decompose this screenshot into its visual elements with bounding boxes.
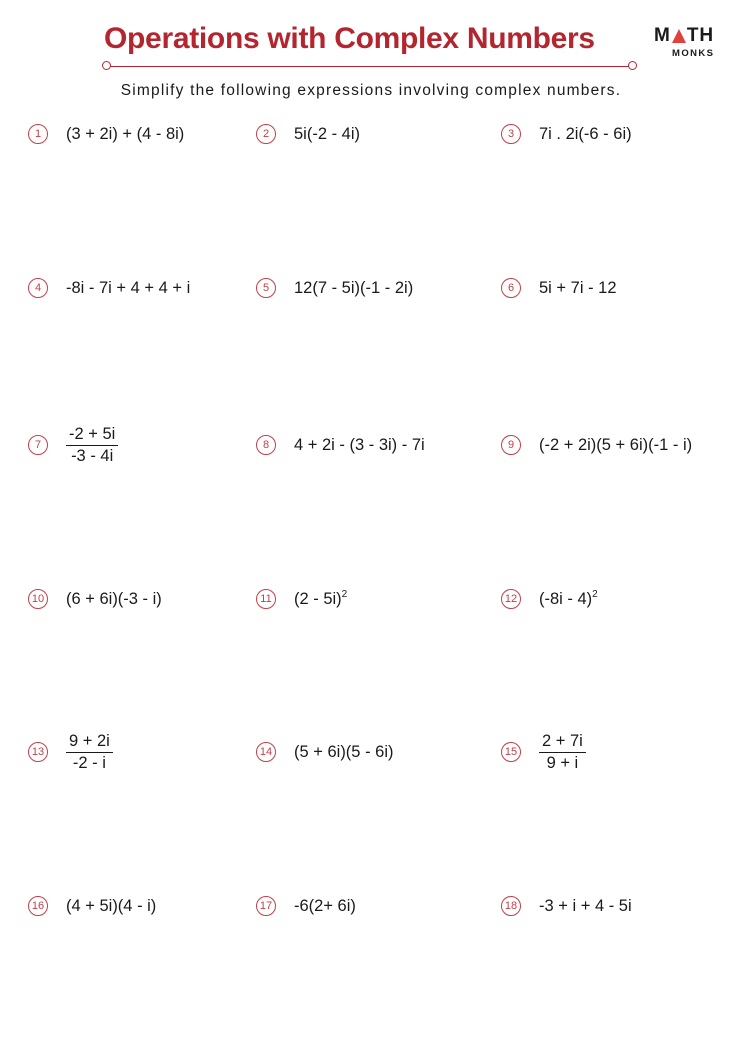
problem-number-badge: 12 bbox=[501, 589, 521, 609]
fraction-denominator: 9 + i bbox=[546, 754, 579, 772]
problem-number-badge: 16 bbox=[28, 896, 48, 916]
problem-number-badge: 1 bbox=[28, 124, 48, 144]
problem-3 bbox=[501, 124, 632, 144]
problem-11 bbox=[256, 589, 347, 609]
logo-subtext: MONKS bbox=[672, 48, 715, 59]
problem-16 bbox=[28, 896, 156, 916]
problem-number-badge: 9 bbox=[501, 435, 521, 455]
problem-7 bbox=[28, 425, 118, 466]
problem-expression: 5i(-2 - 4i) bbox=[294, 125, 361, 143]
problem-2 bbox=[256, 124, 360, 144]
base-expression: (2 - 5i) bbox=[294, 590, 342, 608]
logo-text-right: TH bbox=[686, 25, 715, 46]
problem-expression: (4 + 5i)(4 - i) bbox=[66, 897, 157, 915]
problem-10 bbox=[28, 589, 162, 609]
problem-number-badge: 18 bbox=[501, 896, 521, 916]
problem-expression bbox=[539, 589, 598, 609]
problem-number-badge: 3 bbox=[501, 124, 521, 144]
problem-8 bbox=[256, 435, 425, 455]
exponent: 2 bbox=[341, 589, 348, 600]
problem-12 bbox=[501, 589, 598, 609]
problem-number-badge: 15 bbox=[501, 742, 521, 762]
fraction-denominator: -2 - i bbox=[72, 754, 106, 772]
problem-number-badge: 4 bbox=[28, 278, 48, 298]
problem-number-badge: 10 bbox=[28, 589, 48, 609]
problem-number-badge: 17 bbox=[256, 896, 276, 916]
fraction-numerator: 9 + 2i bbox=[66, 732, 113, 753]
instructions-text: Simplify the following expressions involving complex numbers. bbox=[120, 82, 622, 99]
underline-left-dot bbox=[102, 61, 111, 70]
problem-6 bbox=[501, 278, 617, 298]
problem-number-badge: 13 bbox=[28, 742, 48, 762]
exponent: 2 bbox=[592, 589, 598, 600]
problem-expression: (-2 + 2i)(5 + 6i)(-1 - i) bbox=[539, 436, 693, 454]
problem-fraction bbox=[539, 732, 586, 773]
problem-15 bbox=[501, 732, 586, 773]
base-expression: (-8i - 4) bbox=[539, 590, 593, 608]
problem-18 bbox=[501, 896, 632, 916]
problem-4 bbox=[28, 278, 190, 298]
problem-expression: -3 + i + 4 - 5i bbox=[539, 897, 632, 915]
problem-number-badge: 8 bbox=[256, 435, 276, 455]
problem-number-badge: 7 bbox=[28, 435, 48, 455]
problem-number-badge: 11 bbox=[256, 589, 276, 609]
logo-text-left: M bbox=[654, 25, 671, 46]
problem-14 bbox=[256, 742, 393, 762]
problem-9 bbox=[501, 435, 692, 455]
problem-expression: (5 + 6i)(5 - 6i) bbox=[294, 743, 394, 761]
problem-expression: 5i + 7i - 12 bbox=[539, 279, 617, 297]
problem-expression: 4 + 2i - (3 - 3i) - 7i bbox=[294, 436, 425, 454]
problem-number-badge: 5 bbox=[256, 278, 276, 298]
problem-5 bbox=[256, 278, 413, 298]
problem-expression: -8i - 7i + 4 + 4 + i bbox=[66, 279, 191, 297]
worksheet-title: Operations with Complex Numbers bbox=[104, 22, 595, 55]
problem-17 bbox=[256, 896, 356, 916]
problem-expression: (6 + 6i)(-3 - i) bbox=[66, 590, 162, 608]
title-underline bbox=[106, 66, 634, 67]
problem-number-badge: 6 bbox=[501, 278, 521, 298]
problem-expression: 12(7 - 5i)(-1 - 2i) bbox=[294, 279, 414, 297]
problem-expression: -6(2+ 6i) bbox=[294, 897, 356, 915]
problem-number-badge: 2 bbox=[256, 124, 276, 144]
problem-expression bbox=[294, 589, 347, 609]
problem-fraction bbox=[66, 425, 118, 466]
problem-fraction bbox=[66, 732, 113, 773]
problem-expression: (3 + 2i) + (4 - 8i) bbox=[66, 125, 185, 143]
logo-triangle-icon bbox=[672, 29, 686, 43]
fraction-numerator: -2 + 5i bbox=[66, 425, 118, 446]
problem-13 bbox=[28, 732, 113, 773]
math-monks-logo bbox=[654, 26, 724, 59]
underline-right-dot bbox=[628, 61, 637, 70]
problem-expression: 7i . 2i(-6 - 6i) bbox=[539, 125, 632, 143]
problem-number-badge: 14 bbox=[256, 742, 276, 762]
fraction-denominator: -3 - 4i bbox=[71, 447, 114, 465]
fraction-numerator: 2 + 7i bbox=[539, 732, 586, 753]
problem-1 bbox=[28, 124, 184, 144]
